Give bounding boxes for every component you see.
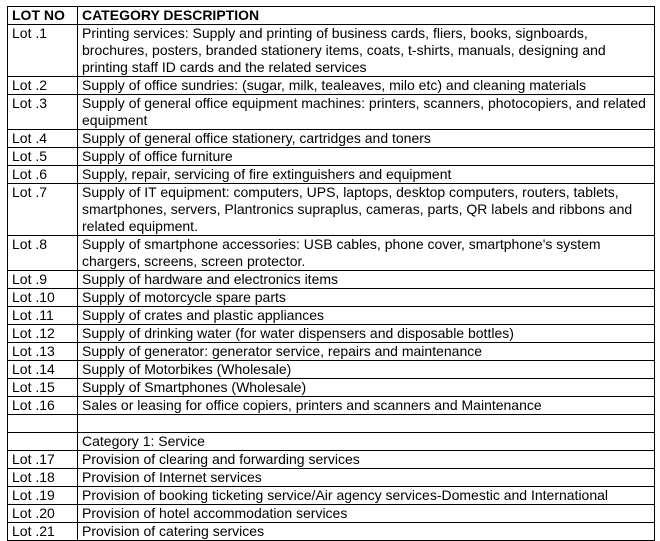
table-row [8, 25, 655, 77]
table-row [8, 148, 655, 166]
table-row [8, 379, 655, 397]
table-row [8, 95, 655, 130]
lot-number: Lot .3 [8, 95, 78, 130]
table-row [8, 451, 655, 469]
table-header-row [8, 7, 655, 25]
table-row [8, 397, 655, 415]
lot-number: Lot .9 [8, 271, 78, 289]
lot-description: Printing services: Supply and printing of business cards, fliers, books, signboards, brochures, posters, branded stationery items, coats, t-shirts, manuals, designing and printing staff ID cards and the related services [78, 25, 655, 77]
lot-description: Supply of motorcycle spare parts [78, 289, 655, 307]
lot-number: Lot .8 [8, 236, 78, 271]
blank-cell [78, 415, 655, 433]
lot-description: Supply of Motorbikes (Wholesale) [78, 361, 655, 379]
table-row [8, 343, 655, 361]
lot-description: Sales or leasing for office copiers, printers and scanners and Maintenance [78, 397, 655, 415]
lot-description: Provision of Internet services [78, 469, 655, 487]
lot-description: Provision of catering services [78, 523, 655, 541]
category-heading: Category 1: Service [78, 433, 655, 451]
lot-description: Supply, repair, servicing of fire extinguishers and equipment [78, 166, 655, 184]
table-row [8, 487, 655, 505]
lot-number: Lot .12 [8, 325, 78, 343]
table-row [8, 184, 655, 236]
lot-number: Lot .20 [8, 505, 78, 523]
lot-description: Supply of general office stationery, cartridges and toners [78, 130, 655, 148]
lot-number: Lot .14 [8, 361, 78, 379]
lot-number: Lot .13 [8, 343, 78, 361]
lot-description: Supply of Smartphones (Wholesale) [78, 379, 655, 397]
blank-cell [8, 433, 78, 451]
lot-number: Lot .15 [8, 379, 78, 397]
table-row [8, 236, 655, 271]
lot-description: Provision of hotel accommodation services [78, 505, 655, 523]
table-row [8, 289, 655, 307]
lot-description: Supply of drinking water (for water dispensers and disposable bottles) [78, 325, 655, 343]
lot-number: Lot .7 [8, 184, 78, 236]
lot-number: Lot .5 [8, 148, 78, 166]
lot-number: Lot .4 [8, 130, 78, 148]
lot-number: Lot .18 [8, 469, 78, 487]
table-row [8, 166, 655, 184]
table-row [8, 523, 655, 541]
blank-row [8, 415, 655, 433]
table-row [8, 271, 655, 289]
category-heading-row [8, 433, 655, 451]
lot-description: Supply of IT equipment: computers, UPS, laptops, desktop computers, routers, tablets, smartphones, servers, Plantronics supraplus, cameras, parts, QR labels and ribbons and related equipment. [78, 184, 655, 236]
table-row [8, 307, 655, 325]
table-row [8, 325, 655, 343]
lot-description: Supply of office sundries: (sugar, milk, tealeaves, milo etc) and cleaning materials [78, 77, 655, 95]
table-row [8, 77, 655, 95]
lot-number: Lot .16 [8, 397, 78, 415]
lot-description: Supply of hardware and electronics items [78, 271, 655, 289]
blank-cell [8, 415, 78, 433]
table-row [8, 469, 655, 487]
table-row [8, 505, 655, 523]
lot-number: Lot .2 [8, 77, 78, 95]
lot-description: Supply of generator: generator service, repairs and maintenance [78, 343, 655, 361]
lot-description: Supply of office furniture [78, 148, 655, 166]
lot-description: Supply of crates and plastic appliances [78, 307, 655, 325]
lot-description: Provision of clearing and forwarding services [78, 451, 655, 469]
table-row [8, 130, 655, 148]
lot-number: Lot .17 [8, 451, 78, 469]
header-lot-no: LOT NO [8, 7, 78, 25]
lot-category-table [7, 6, 655, 541]
header-category-description: CATEGORY DESCRIPTION [78, 7, 655, 25]
lot-description: Supply of general office equipment machines: printers, scanners, photocopiers, and related equipment [78, 95, 655, 130]
lot-number: Lot .21 [8, 523, 78, 541]
lot-number: Lot .19 [8, 487, 78, 505]
lot-number: Lot .11 [8, 307, 78, 325]
table-row [8, 361, 655, 379]
lot-number: Lot .10 [8, 289, 78, 307]
lot-number: Lot .1 [8, 25, 78, 77]
lot-description: Provision of booking ticketing service/Air agency services-Domestic and International [78, 487, 655, 505]
lot-number: Lot .6 [8, 166, 78, 184]
lot-description: Supply of smartphone accessories: USB cables, phone cover, smartphone's system chargers, screens, screen protector. [78, 236, 655, 271]
